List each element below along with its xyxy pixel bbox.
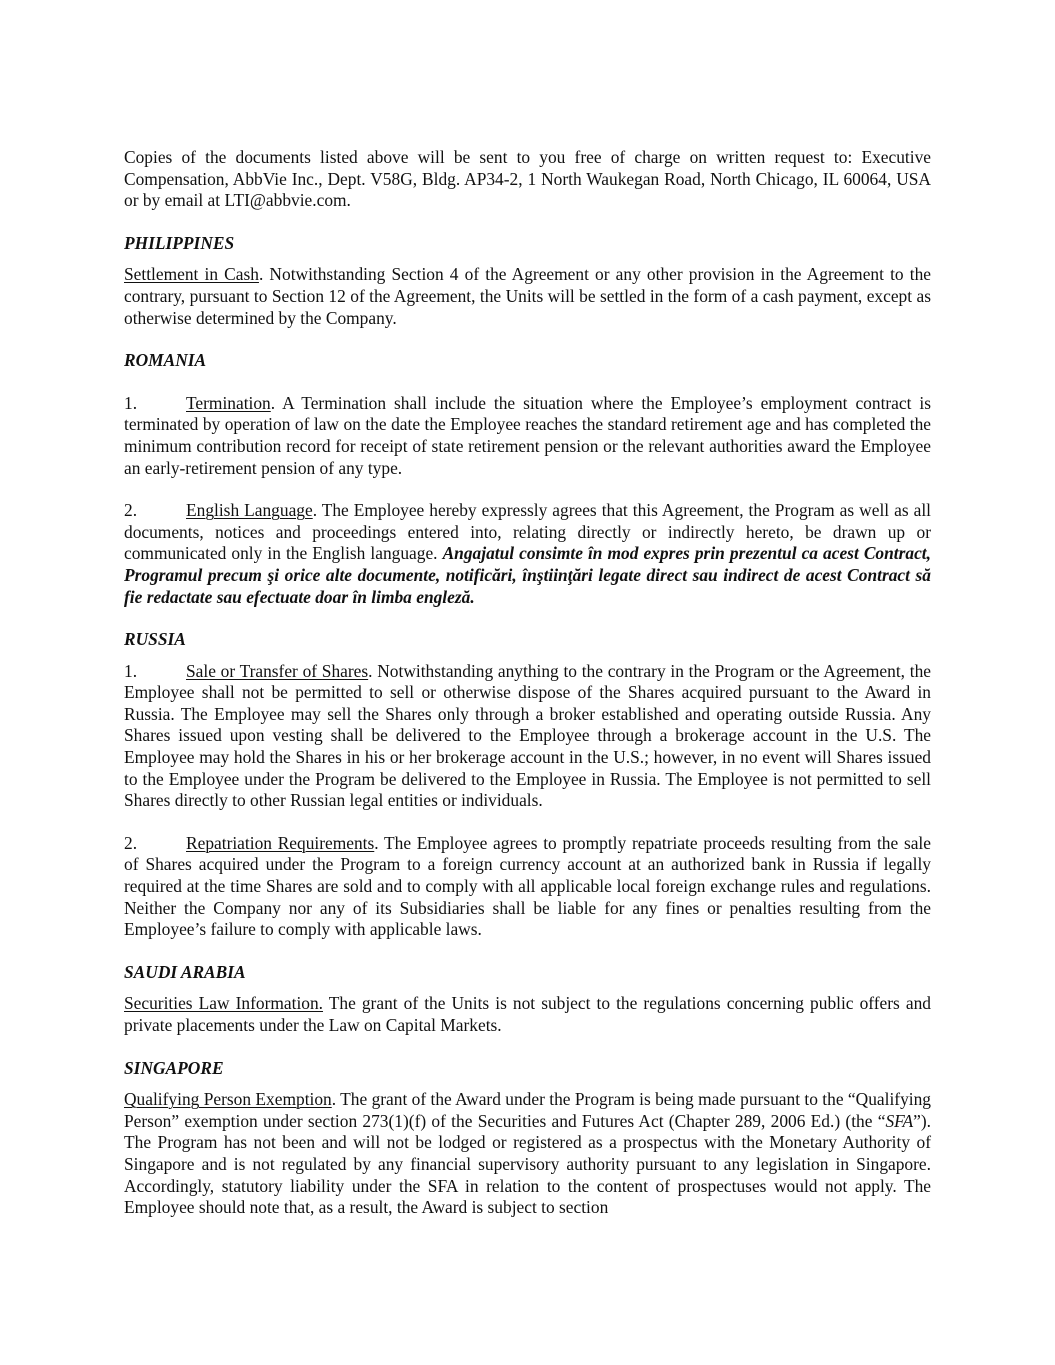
- heading-philippines: PHILIPPINES: [124, 232, 235, 253]
- singapore-paragraph: [124, 1089, 931, 1219]
- philippines-body: . Notwithstanding Section 4 of the Agreement or any other provision in the Agreement to the contrary, pursuant to Section 12 of the Agreement, the Units will be settled in the form of a cash payment, except as otherwise determined by the Company.: [124, 264, 931, 328]
- philippines-title: Settlement in Cash: [124, 264, 259, 285]
- singapore-sfa-term: SFA: [885, 1110, 914, 1131]
- romania-item-2-body: . The Employee hereby expressly agrees that this Agreement, the Program as well as all documents, notices and proceedings entered into, relating directly or indirectly hereto, be drawn up or communicated only in the English language.: [124, 500, 931, 564]
- russia-item-1-body: . Notwithstanding anything to the contrary in the Program or the Agreement, the Employee shall not be permitted to sell or otherwise dispose of the Shares acquired pursuant to the Award in Russia. The Employee may sell the Shares only through a broker established and operating outside Russia. Any Shares issued upon vesting shall be delivered to the Employee through a brokerage account in the U.S. The Employee may hold the Shares in his or her brokerage account in the U.S.; however, in no event will Shares issued to the Employee under the Program be delivered to the Employee in Russia. The Employee is not permitted to sell Shares directly to other Russian legal entities or individuals.: [124, 660, 931, 811]
- singapore-body-a: . The grant of the Award under the Program is being made pursuant to the “Qualifying Person” exemption under section 273(1)(f) of the Securities and Futures Act (Chapter 289, 2006 Ed.) (the “: [124, 1089, 931, 1131]
- intro-paragraph: Copies of the documents listed above will be sent to you free of charge on written request to: Executive Compensation, AbbVie Inc., Dept. V58G, Bldg. AP34-2, 1 North Waukegan Road, North Chicago, IL 60064, USA or by email at LTI@abbvie.com.: [124, 147, 931, 211]
- russia-item-1-title: Sale or Transfer of Shares: [186, 660, 369, 681]
- romania-item-1-title: Termination: [186, 392, 271, 413]
- saudi-arabia-body: The grant of the Units is not subject to the regulations concerning public offers and private placements under the Law on Capital Markets.: [124, 993, 931, 1035]
- heading-russia: RUSSIA: [124, 629, 186, 650]
- romania-item-2: [124, 500, 931, 608]
- singapore-title: Qualifying Person Exemption: [124, 1089, 332, 1110]
- russia-item-1-number: 1.: [124, 660, 138, 681]
- saudi-arabia-title: Securities Law Information.: [124, 993, 324, 1014]
- romania-item-1: [124, 393, 931, 479]
- philippines-paragraph: [124, 264, 931, 329]
- document-page: [124, 147, 931, 1219]
- saudi-arabia-paragraph: [124, 993, 931, 1036]
- russia-item-2: [124, 833, 931, 941]
- romania-item-2-romanian-text: Angajatul consimte în mod expres prin prezentul ca acest Contract, Programul precum şi orice alte documente, notificări, înştiinţări legate direct sau indirect de acest Contract să fie redactate sau efectuate doar în limba engleză.: [124, 543, 931, 607]
- heading-singapore: SINGAPORE: [124, 1057, 224, 1078]
- romania-item-1-number: 1.: [124, 392, 138, 413]
- russia-item-2-number: 2.: [124, 832, 138, 853]
- russia-item-2-body: . The Employee agrees to promptly repatriate proceeds resulting from the sale of Shares acquired under the Program to a foreign currency account at an authorized bank in Russia if legally required at the time Shares are sold and to comply with all applicable local foreign exchange rules and regulations. Neither the Company nor any of its Subsidiaries shall be liable for any fines or penalties resulting from the Employee’s failure to comply with applicable laws.: [124, 832, 931, 940]
- romania-item-2-title: English Language: [186, 500, 313, 521]
- romania-item-2-number: 2.: [124, 500, 138, 521]
- singapore-body-b: ”). The Program has not been and will not be lodged or registered as a prospectus with the Monetary Authority of Singapore and is not regulated by any financial supervisory authority pursuant to any legislation in Singapore. Accordingly, statutory liability under the SFA in relation to the content of prospectuses would not apply. The Employee should note that, as a result, the Award is subject to section: [124, 1110, 931, 1218]
- russia-item-1: [124, 661, 931, 812]
- russia-item-2-title: Repatriation Requirements: [186, 832, 375, 853]
- heading-romania: ROMANIA: [124, 350, 207, 371]
- heading-saudi-arabia: SAUDI ARABIA: [124, 961, 246, 982]
- romania-item-1-body: . A Termination shall include the situation where the Employee’s employment contract is terminated by operation of law on the date the Employee reaches the standard retirement age and has completed the minimum contribution record for receipt of state retirement pension or the relevant authorities award the Employee an early-retirement pension of any type.: [124, 392, 931, 478]
